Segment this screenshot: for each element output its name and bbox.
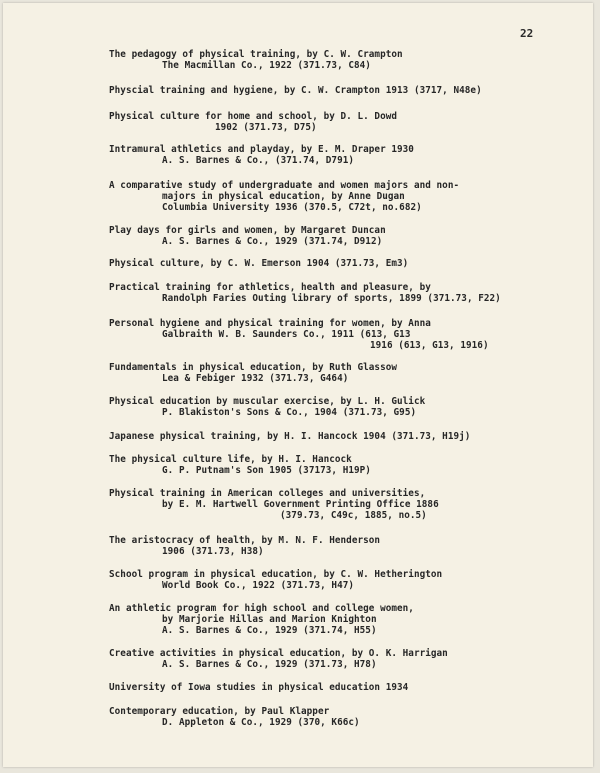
entry-line: Fundamentals in physical education, by Ruth Glassow [109,362,398,373]
page-number: 22 [520,27,534,40]
entry-line: P. Blakiston's Sons & Co., 1904 (371.73, G95) [162,407,417,419]
entry-line: (379.73, C49c, 1885, no.5) [280,510,427,522]
entry-line: Lea & Febiger 1932 (371.73, G464) [162,373,349,385]
entry-line: University of Iowa studies in physical education 1934 [109,682,409,693]
entry-line: G. P. Putnam's Son 1905 (37173, H19P) [162,465,371,477]
document-page [3,3,593,767]
entry-line: School program in physical education, by C. W. Hetherington [109,569,443,580]
entry-line: A. S. Barnes & Co., 1929 (371.74, H55) [162,625,377,637]
entry-line: An athletic program for high school and college women, [109,603,414,614]
entry-line: majors in physical education, by Anne Dugan [162,191,405,203]
entry-line: Physcial training and hygiene, by C. W. Crampton 1913 (3717, N48e) [109,85,482,96]
entry-line: Physical training in American colleges and universities, [109,488,426,499]
entry-line: 1902 (371.73, D75) [215,122,317,134]
entry-line: World Book Co., 1922 (371.73, H47) [162,580,355,592]
entry-line: The pedagogy of physical training, by C. W. Crampton [109,49,403,60]
entry-line: Physical culture for home and school, by D. L. Dowd [109,111,398,122]
entry-line: by E. M. Hartwell Government Printing Office 1886 [162,499,439,511]
entry-line: Physical education by muscular exercise, by L. H. Gulick [109,396,426,407]
entry-line: 1906 (371.73, H38) [162,546,264,558]
entry-line: Personal hygiene and physical training for women, by Anna [109,318,431,329]
entry-line: Physical culture, by C. W. Emerson 1904 (371.73, Em3) [109,258,409,269]
entry-line: by Marjorie Hillas and Marion Knighton [162,614,377,626]
entry-line: 1916 (613, G13, 1916) [370,340,489,352]
entry-line: Creative activities in physical education, by O. K. Harrigan [109,648,448,659]
entry-line: Japanese physical training, by H. I. Hancock 1904 (371.73, H19j) [109,431,471,442]
entry-line: Galbraith W. B. Saunders Co., 1911 (613, G13 [162,329,411,341]
entry-line: Randolph Faries Outing library of sports, 1899 (371.73, F22) [162,293,501,305]
entry-line: Practical training for athletics, health and pleasure, by [109,282,431,293]
entry-line: Intramural athletics and playday, by E. M. Draper 1930 [109,144,414,155]
entry-line: A. S. Barnes & Co., 1929 (371.74, D912) [162,236,383,248]
entry-line: D. Appleton & Co., 1929 (370, K66c) [162,717,360,729]
entry-line: Play days for girls and women, by Margaret Duncan [109,225,386,236]
entry-line: A. S. Barnes & Co., 1929 (371.73, H78) [162,659,377,671]
entry-line: The physical culture life, by H. I. Hancock [109,454,352,465]
entry-line: Columbia University 1936 (370.5, C72t, no.682) [162,202,422,214]
entry-line: The aristocracy of health, by M. N. F. Henderson [109,535,381,546]
entry-line: Contemporary education, by Paul Klapper [109,706,330,717]
entry-line: A comparative study of undergraduate and women majors and non- [109,180,460,191]
entry-line: A. S. Barnes & Co., (371.74, D791) [162,155,355,167]
entry-line: The Macmillan Co., 1922 (371.73, C84) [162,60,371,72]
